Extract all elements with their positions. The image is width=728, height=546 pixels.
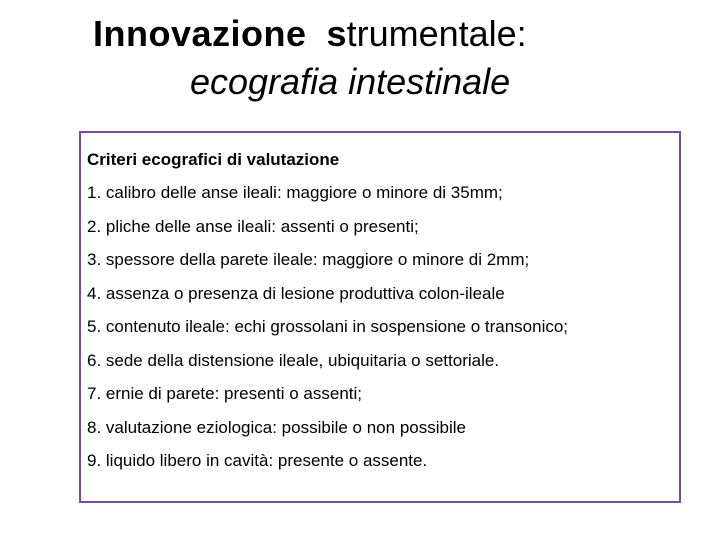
slide-title [93, 14, 527, 54]
title-bold-word: Innovazione [93, 13, 307, 54]
criteria-item-9: 9. liquido libero in cavità: presente o assente. [87, 451, 428, 470]
title-s-letter: s [326, 13, 347, 54]
criteria-item-8: 8. valutazione eziologica: possibile o non possibile [87, 417, 466, 437]
criteria-list [87, 149, 568, 484]
criteria-item-4: 4. assenza o presenza di lesione produttiva colon-ileale [87, 283, 505, 303]
criteria-item-7: 7. ernie di parete: presenti o assenti; [87, 384, 362, 403]
criteria-item-3: 3. spessore della parete ileale: maggiore o minore di 2mm; [87, 250, 530, 269]
criteria-item-6: 6. sede della distensione ileale, ubiquitaria o settoriale. [87, 350, 500, 370]
criteria-item-5: 5. contenuto ileale: echi grossolani in sospensione o transonico; [87, 317, 569, 336]
criteria-item-1: 1. calibro delle anse ileali: maggiore o minore di 35mm; [87, 183, 503, 202]
slide-subtitle: ecografia intestinale [190, 61, 511, 102]
criteria-heading: Criteri ecografici di valutazione [87, 150, 340, 169]
criteria-item-2: 2. pliche delle anse ileali: assenti o presenti; [87, 216, 419, 236]
title-rest: trumentale: [346, 13, 527, 54]
